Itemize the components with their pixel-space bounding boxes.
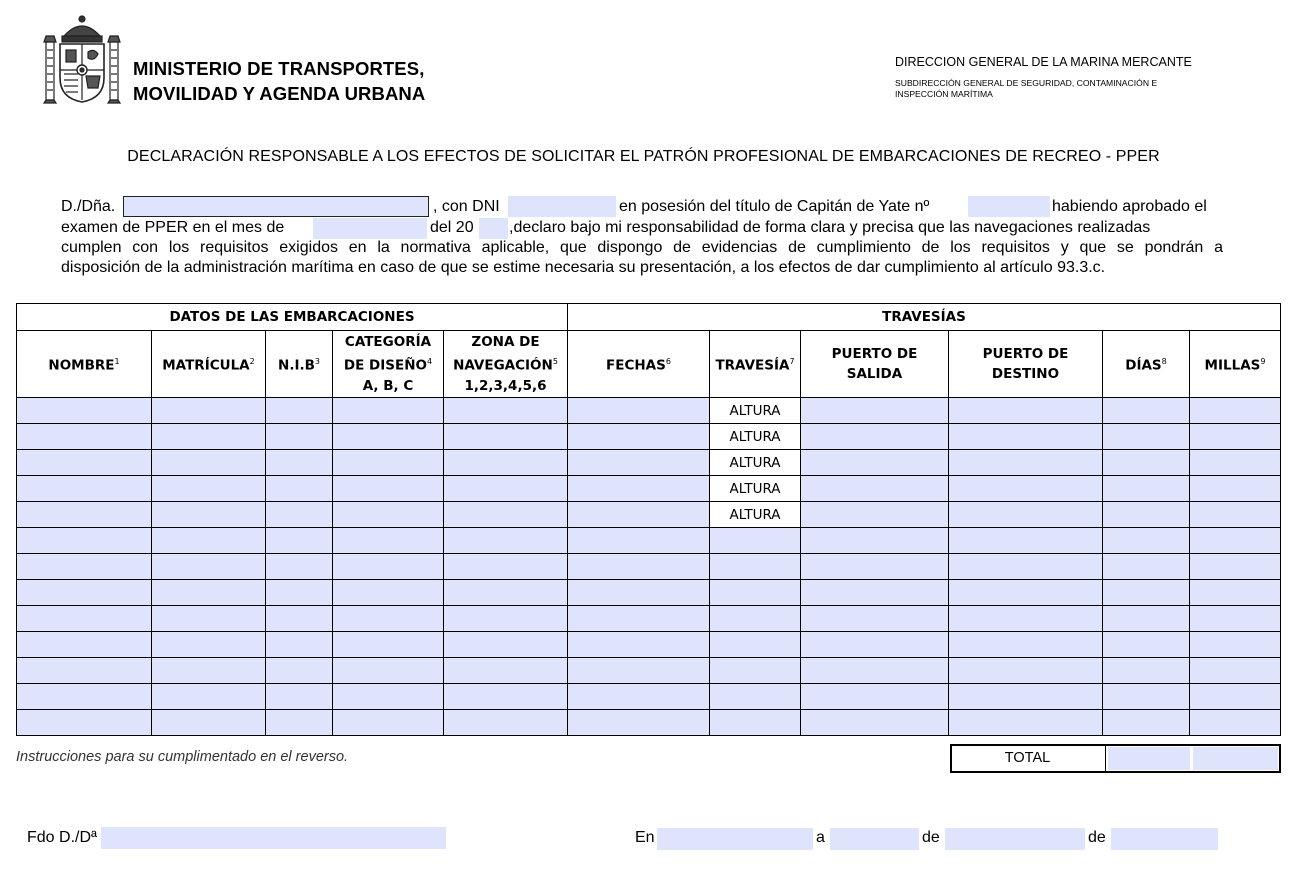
- cell-fechas[interactable]: [568, 502, 710, 528]
- cell-puerto-destino[interactable]: [949, 710, 1103, 736]
- column-header-nib: $N.I.B^3$: [266, 331, 333, 398]
- cell-nib[interactable]: [266, 710, 333, 736]
- cell-categoria[interactable]: [333, 606, 444, 632]
- column-header-travesia: TRAVESÍA$^7$: [710, 331, 801, 398]
- cell-puerto-destino[interactable]: [949, 476, 1103, 502]
- total-label: TOTAL: [950, 744, 1106, 773]
- table-row: [17, 502, 1281, 528]
- column-header-puerto-salida: PUERTO DE SALIDA: [801, 331, 949, 398]
- table-row: [17, 606, 1281, 632]
- cell-matricula[interactable]: [152, 580, 266, 606]
- cell-nib[interactable]: [266, 476, 333, 502]
- cell-zona[interactable]: [444, 398, 568, 424]
- cell-zona[interactable]: [444, 710, 568, 736]
- cell-dias[interactable]: [1103, 528, 1190, 554]
- cell-puerto-destino[interactable]: [949, 554, 1103, 580]
- column-header-fechas: FECHAS$^6$: [568, 331, 710, 398]
- cell-matricula[interactable]: [152, 710, 266, 736]
- cell-travesia[interactable]: [710, 502, 801, 528]
- table-row: [17, 450, 1281, 476]
- cell-puerto-destino[interactable]: [949, 424, 1103, 450]
- cell-categoria[interactable]: [333, 424, 444, 450]
- cell-travesia[interactable]: [710, 658, 801, 684]
- cell-nib[interactable]: [266, 684, 333, 710]
- cell-millas[interactable]: [1190, 658, 1281, 684]
- cell-puerto-salida[interactable]: [801, 658, 949, 684]
- travesia-value: ALTURA: [729, 454, 781, 471]
- voyages-group-header: TRAVESÍAS: [568, 304, 1281, 331]
- day-field[interactable]: [830, 828, 919, 850]
- cell-zona[interactable]: [444, 658, 568, 684]
- cell-zona[interactable]: [444, 580, 568, 606]
- day-label: a: [816, 829, 825, 846]
- year-field[interactable]: [1111, 828, 1218, 850]
- cell-zona[interactable]: [444, 606, 568, 632]
- table-row: [17, 684, 1281, 710]
- exam-month-field[interactable]: [313, 218, 427, 239]
- cell-categoria[interactable]: [333, 502, 444, 528]
- cell-nib[interactable]: [266, 606, 333, 632]
- cell-dias[interactable]: [1103, 606, 1190, 632]
- cell-dias[interactable]: [1103, 710, 1190, 736]
- cell-millas[interactable]: [1190, 606, 1281, 632]
- cell-millas[interactable]: [1190, 398, 1281, 424]
- total-days-field[interactable]: [1108, 747, 1190, 770]
- title-number-field[interactable]: [968, 196, 1050, 217]
- cell-categoria[interactable]: [333, 476, 444, 502]
- column-header-puerto-destino: PUERTO DE DESTINO: [949, 331, 1103, 398]
- cell-millas[interactable]: [1190, 476, 1281, 502]
- cell-puerto-salida[interactable]: [801, 450, 949, 476]
- cell-puerto-destino[interactable]: [949, 684, 1103, 710]
- table-row: [17, 554, 1281, 580]
- cell-travesia[interactable]: [710, 450, 801, 476]
- cell-dias[interactable]: [1103, 684, 1190, 710]
- cell-matricula[interactable]: [152, 554, 266, 580]
- cell-millas[interactable]: [1190, 554, 1281, 580]
- cell-puerto-destino[interactable]: [949, 398, 1103, 424]
- cell-puerto-destino[interactable]: [949, 658, 1103, 684]
- signature-label: Fdo D./Dª: [27, 829, 97, 846]
- cell-matricula[interactable]: [152, 528, 266, 554]
- year-label: de: [1088, 829, 1106, 846]
- cell-dias[interactable]: [1103, 424, 1190, 450]
- cell-travesia[interactable]: [710, 684, 801, 710]
- table-row: [17, 658, 1281, 684]
- subdirectorate-name: [895, 78, 1195, 99]
- place-field[interactable]: [657, 828, 813, 850]
- approved-text: habiendo aprobado el: [1052, 198, 1207, 215]
- cell-matricula[interactable]: [152, 450, 266, 476]
- cell-fechas[interactable]: [568, 580, 710, 606]
- con-dni-text: , con DNI: [433, 198, 500, 215]
- cell-dias[interactable]: [1103, 450, 1190, 476]
- cell-categoria[interactable]: [333, 684, 444, 710]
- cell-fechas[interactable]: [568, 632, 710, 658]
- document-title: DECLARACIÓN RESPONSABLE A LOS EFECTOS DE SOLICITAR EL PATRÓN PROFESIONAL DE EMBARCACIONES DE RECREO - PPER: [127, 148, 1160, 165]
- cell-matricula[interactable]: [152, 502, 266, 528]
- cell-matricula[interactable]: [152, 424, 266, 450]
- cell-zona[interactable]: [444, 424, 568, 450]
- cell-zona[interactable]: [444, 554, 568, 580]
- vessels-and-voyages-table: [16, 303, 1281, 736]
- cell-puerto-salida[interactable]: [801, 398, 949, 424]
- cell-fechas[interactable]: [568, 658, 710, 684]
- cell-dias[interactable]: [1103, 580, 1190, 606]
- cell-nib[interactable]: [266, 554, 333, 580]
- cell-puerto-destino[interactable]: [949, 502, 1103, 528]
- cell-millas[interactable]: [1190, 424, 1281, 450]
- cell-travesia[interactable]: [710, 398, 801, 424]
- cell-categoria[interactable]: [333, 398, 444, 424]
- column-header-matricula: MATRÍCULA$^2$: [152, 331, 266, 398]
- cell-zona[interactable]: [444, 476, 568, 502]
- table-row: [17, 528, 1281, 554]
- cell-millas[interactable]: [1190, 450, 1281, 476]
- cell-millas[interactable]: [1190, 502, 1281, 528]
- cell-millas[interactable]: [1190, 528, 1281, 554]
- instructions-note: Instrucciones para su cumplimentado en el reverso.: [16, 749, 349, 765]
- cell-categoria[interactable]: [333, 450, 444, 476]
- place-label: En: [635, 829, 655, 846]
- cell-fechas[interactable]: [568, 528, 710, 554]
- table-row: [17, 476, 1281, 502]
- column-header-categoria-diseno: CATEGORÍA DE DISEÑO$^4$ A, B, C: [333, 331, 444, 398]
- table-row: [17, 710, 1281, 736]
- cell-fechas[interactable]: [568, 424, 710, 450]
- cell-categoria[interactable]: [333, 580, 444, 606]
- cell-travesia[interactable]: [710, 710, 801, 736]
- cell-puerto-destino[interactable]: [949, 580, 1103, 606]
- declarant-prefix: D./Dña.: [61, 198, 116, 215]
- cell-nombre[interactable]: [17, 606, 152, 632]
- cell-nib[interactable]: [266, 528, 333, 554]
- cell-fechas[interactable]: [568, 606, 710, 632]
- signature-name-field[interactable]: [101, 827, 446, 849]
- cell-puerto-salida[interactable]: [801, 606, 949, 632]
- declaration-line-3: cumplen con los requisitos exigidos en la normativa aplicable, que dispongo de evidencias de cumplimiento de los requisitos y que se pondrán a: [61, 239, 1223, 256]
- vessels-data-group-header: DATOS DE LAS EMBARCACIONES: [17, 304, 568, 331]
- cell-nombre[interactable]: [17, 554, 152, 580]
- cell-zona[interactable]: [444, 502, 568, 528]
- cell-nombre[interactable]: [17, 580, 152, 606]
- travesia-value: ALTURA: [729, 506, 781, 523]
- cell-dias[interactable]: [1103, 398, 1190, 424]
- cell-puerto-salida[interactable]: [801, 684, 949, 710]
- month-label: de: [922, 829, 940, 846]
- table-row: [17, 398, 1281, 424]
- cell-nombre[interactable]: [17, 710, 152, 736]
- declaration-line-1: [61, 198, 115, 216]
- declare-text: ,declaro bajo mi responsabilidad de forma clara y precisa que las navegaciones realizadas: [509, 219, 1151, 236]
- cell-travesia[interactable]: [710, 554, 801, 580]
- month-field[interactable]: [945, 828, 1085, 850]
- cell-nombre[interactable]: [17, 684, 152, 710]
- cell-categoria[interactable]: [333, 658, 444, 684]
- cell-nib[interactable]: [266, 580, 333, 606]
- ministry-name: [133, 56, 425, 106]
- exam-text: examen de PPER en el mes de: [61, 219, 285, 236]
- cell-fechas[interactable]: [568, 554, 710, 580]
- cell-millas[interactable]: [1190, 632, 1281, 658]
- cell-dias[interactable]: [1103, 658, 1190, 684]
- cell-nombre[interactable]: [17, 450, 152, 476]
- column-header-millas: MILLAS$^9$: [1190, 331, 1281, 398]
- cell-matricula[interactable]: [152, 398, 266, 424]
- cell-nombre[interactable]: [17, 632, 152, 658]
- cell-travesia[interactable]: [710, 424, 801, 450]
- cell-nib[interactable]: [266, 450, 333, 476]
- cell-nib[interactable]: [266, 632, 333, 658]
- travesia-value: ALTURA: [729, 480, 781, 497]
- travesia-value: ALTURA: [729, 402, 781, 419]
- cell-puerto-salida[interactable]: [801, 554, 949, 580]
- cell-travesia[interactable]: [710, 580, 801, 606]
- title-text: en posesión del título de Capitán de Yate nº: [619, 198, 930, 215]
- cell-travesia[interactable]: [710, 632, 801, 658]
- cell-categoria[interactable]: [333, 632, 444, 658]
- cell-travesia[interactable]: [710, 476, 801, 502]
- cell-puerto-salida[interactable]: [801, 528, 949, 554]
- travesia-value: ALTURA: [729, 428, 781, 445]
- cell-millas[interactable]: [1190, 580, 1281, 606]
- cell-matricula[interactable]: [152, 684, 266, 710]
- cell-dias[interactable]: [1103, 476, 1190, 502]
- cell-puerto-destino[interactable]: [949, 528, 1103, 554]
- coat-of-arms-icon: [42, 14, 122, 104]
- cell-travesia[interactable]: [710, 606, 801, 632]
- cell-matricula[interactable]: [152, 606, 266, 632]
- cell-fechas[interactable]: [568, 710, 710, 736]
- cell-millas[interactable]: [1190, 710, 1281, 736]
- ministry-line-1: MINISTERIO DE TRANSPORTES,: [133, 58, 425, 79]
- cell-nib[interactable]: [266, 658, 333, 684]
- cell-fechas[interactable]: [568, 398, 710, 424]
- cell-zona[interactable]: [444, 632, 568, 658]
- cell-fechas[interactable]: [568, 450, 710, 476]
- cell-fechas[interactable]: [568, 684, 710, 710]
- cell-travesia[interactable]: [710, 528, 801, 554]
- cell-puerto-salida[interactable]: [801, 710, 949, 736]
- cell-nombre[interactable]: [17, 398, 152, 424]
- cell-puerto-salida[interactable]: [801, 580, 949, 606]
- cell-fechas[interactable]: [568, 476, 710, 502]
- cell-puerto-destino[interactable]: [949, 632, 1103, 658]
- year-text: del 20: [430, 219, 474, 236]
- cell-nombre[interactable]: [17, 476, 152, 502]
- subdirectorate-line-2: INSPECCIÓN MARÍTIMA: [895, 88, 993, 99]
- declarant-name-field[interactable]: [123, 196, 429, 217]
- cell-millas[interactable]: [1190, 684, 1281, 710]
- cell-puerto-salida[interactable]: [801, 476, 949, 502]
- column-header-zona-navegacion: ZONA DE NAVEGACIÓN$^5$ 1,2,3,4,5,6: [444, 331, 568, 398]
- table-row: [17, 424, 1281, 450]
- dni-field[interactable]: [508, 196, 616, 217]
- ministry-line-2: MOVILIDAD Y AGENDA URBANA: [133, 83, 426, 104]
- cell-puerto-salida[interactable]: [801, 632, 949, 658]
- directorate-name: DIRECCION GENERAL DE LA MARINA MERCANTE: [895, 55, 1192, 69]
- declaration-line-4: disposición de la administración marítima en caso de que se estime necesaria su presentación, a los efectos de dar cumplimiento al artículo 93.3.c.: [61, 259, 1106, 276]
- cell-puerto-salida[interactable]: [801, 424, 949, 450]
- column-header-dias: DÍAS$^8$: [1103, 331, 1190, 398]
- cell-matricula[interactable]: [152, 658, 266, 684]
- cell-nib[interactable]: [266, 398, 333, 424]
- cell-dias[interactable]: [1103, 502, 1190, 528]
- cell-nombre[interactable]: [17, 658, 152, 684]
- cell-categoria[interactable]: [333, 554, 444, 580]
- cell-categoria[interactable]: [333, 528, 444, 554]
- cell-puerto-salida[interactable]: [801, 502, 949, 528]
- total-miles-field[interactable]: [1193, 747, 1278, 770]
- cell-matricula[interactable]: [152, 476, 266, 502]
- cell-nib[interactable]: [266, 502, 333, 528]
- cell-categoria[interactable]: [333, 710, 444, 736]
- cell-puerto-destino[interactable]: [949, 450, 1103, 476]
- cell-zona[interactable]: [444, 528, 568, 554]
- cell-nombre[interactable]: [17, 528, 152, 554]
- table-row: [17, 632, 1281, 658]
- column-header-nombre: NOMBRE$^1$: [17, 331, 152, 398]
- cell-dias[interactable]: [1103, 632, 1190, 658]
- cell-nombre[interactable]: [17, 424, 152, 450]
- cell-zona[interactable]: [444, 450, 568, 476]
- cell-zona[interactable]: [444, 684, 568, 710]
- cell-puerto-destino[interactable]: [949, 606, 1103, 632]
- cell-nib[interactable]: [266, 424, 333, 450]
- subdirectorate-line-1: SUBDIRECCIÓN GENERAL DE SEGURIDAD, CONTAMINACIÓN E: [895, 78, 1158, 88]
- table-row: [17, 580, 1281, 606]
- cell-matricula[interactable]: [152, 632, 266, 658]
- cell-dias[interactable]: [1103, 554, 1190, 580]
- exam-year-field[interactable]: [479, 218, 508, 239]
- cell-nombre[interactable]: [17, 502, 152, 528]
